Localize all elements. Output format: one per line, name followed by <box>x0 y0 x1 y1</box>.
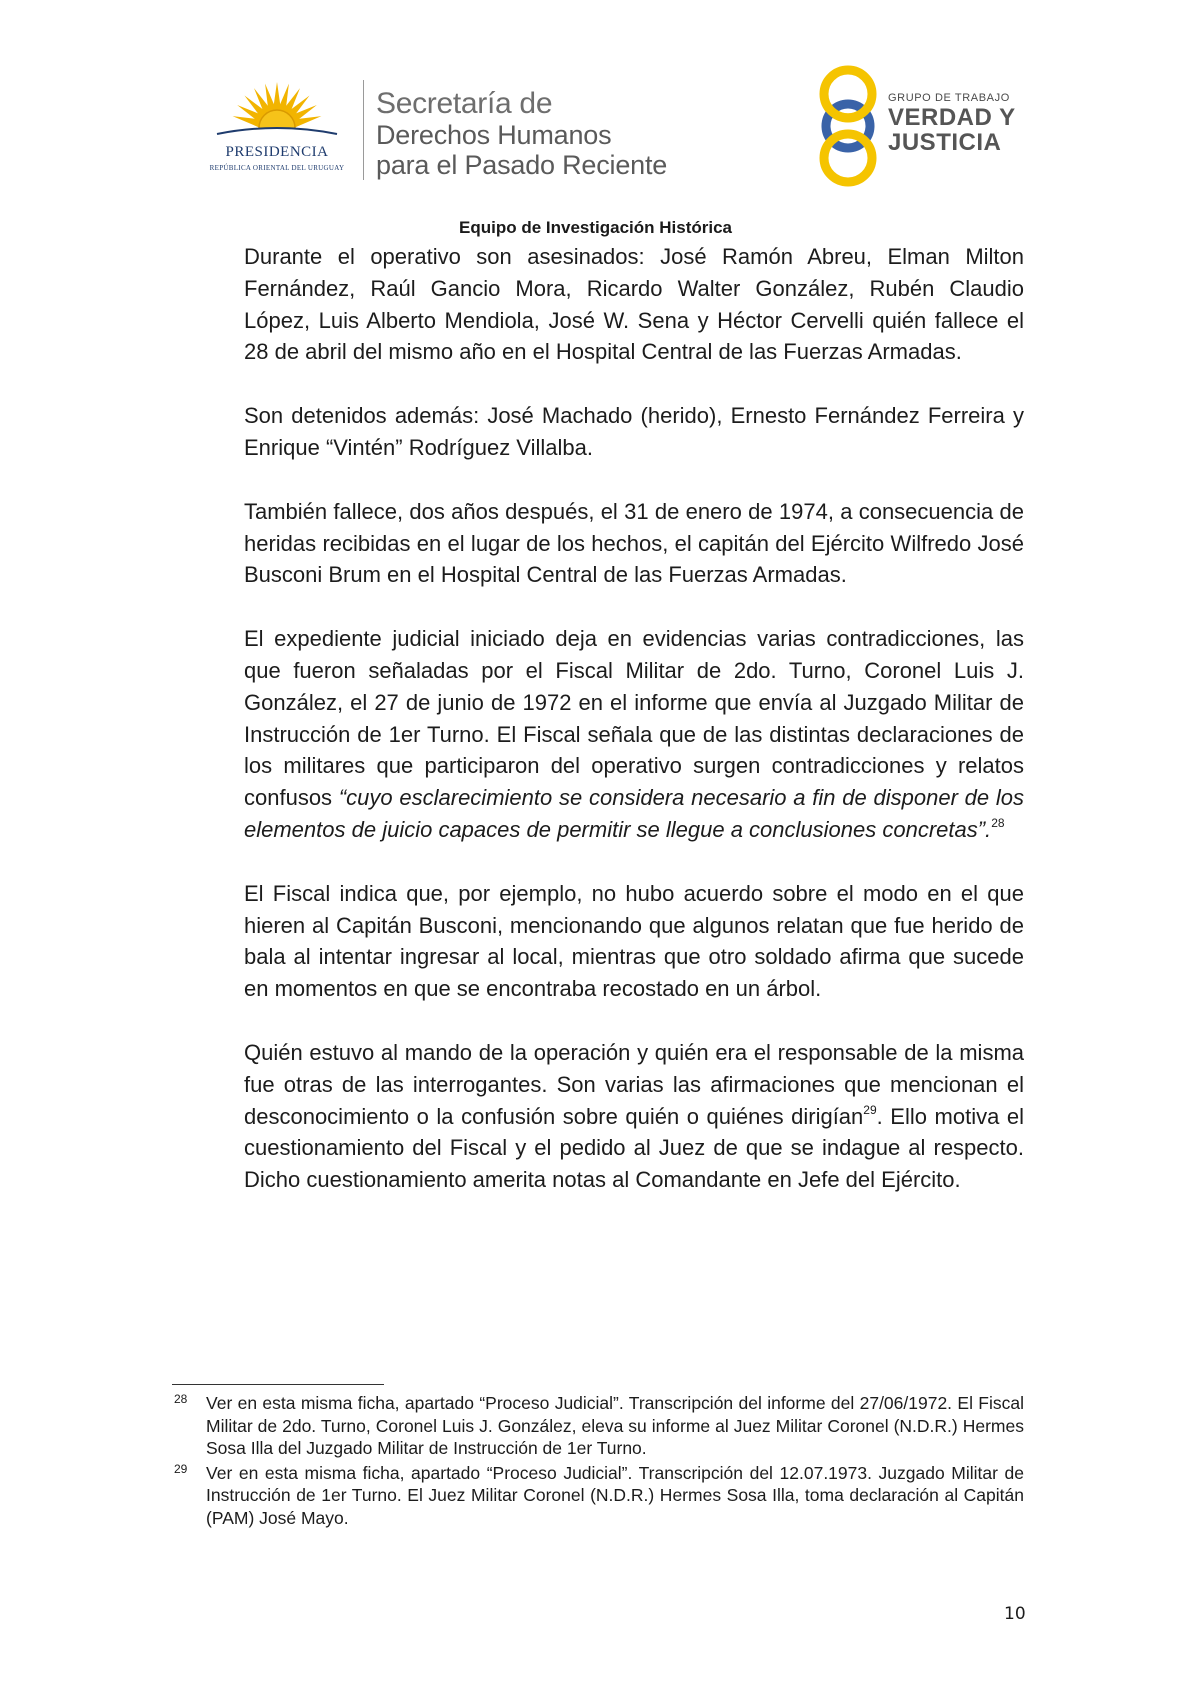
grupo-line-2: VERDAD Y <box>888 104 1016 131</box>
paragraph-6-text-b: . Ello motiva el cuestionamiento del Fiscal y el pedido al Juez de que se indague al respecto. Dicho cuestionamiento amerita notas al Comandante en Jefe del Ejército. <box>244 1103 1024 1193</box>
grupo-line-3: JUSTICIA <box>888 129 1002 156</box>
sun-emblem-icon <box>198 78 356 148</box>
grupo-line-1: GRUPO DE TRABAJO <box>888 92 1010 104</box>
footnote-ref-29[interactable]: 29 <box>863 1102 877 1117</box>
footnote-29 <box>172 1462 1024 1530</box>
paragraph-4 <box>244 623 1024 846</box>
secretaria-line-3: para el Pasado Reciente <box>376 150 668 180</box>
verdad-justicia-logo <box>810 62 1020 190</box>
logo-divider <box>363 80 364 180</box>
paragraph-4-text: El expediente judicial iniciado deja en evidencias varias contradicciones, las que fueron señaladas por el Fiscal Militar de 2do. Turno, Coronel Luis J. González, el 27 de junio de 1972 en el informe que envía al Juzgado Militar de Instrucción de 1er Turno. El Fiscal señala que de las distintas declaraciones de los militares que participaron del operativo surgen contradicciones y relatos confusos <box>244 626 1024 811</box>
paragraph-2: Son detenidos además: José Machado (herido), Ernesto Fernández Ferreira y Enrique “Vintén” Rodríguez Villalba. <box>244 403 1024 460</box>
paragraph-6-text-a: Quién estuvo al mando de la operación y quién era el responsable de la misma fue otras de las interrogantes. Son varias las afirmaciones que mencionan el desconocimiento o la confusión sobre quién o quiénes dirigían <box>244 1039 1024 1129</box>
secretaria-line-2: Derechos Humanos <box>376 120 612 150</box>
paragraph-6 <box>244 1037 1024 1196</box>
footnote-number: 28 <box>174 1392 188 1406</box>
secretaria-line-1: Secretaría de <box>376 87 553 120</box>
presidencia-subtitle: REPÚBLICA ORIENTAL DEL URUGUAY <box>209 164 345 172</box>
footnote-ref-28[interactable]: 28 <box>991 815 1005 830</box>
footnote-28 <box>172 1392 1024 1460</box>
linked-rings-icon <box>810 62 890 190</box>
footnote-number: 29 <box>174 1461 188 1476</box>
page-number: 10 <box>1004 1604 1026 1624</box>
secretaria-logo-text <box>376 88 716 180</box>
page-title: Equipo de Investigación Histórica <box>459 218 732 237</box>
body-text <box>244 241 1024 1228</box>
paragraph-3: También fallece, dos años después, el 31 de enero de 1974, a consecuencia de heridas recibidas en el lugar de los hechos, el capitán del Ejército Wilfredo José Busconi Brum en el Hospital Central de las Fuerzas Armadas. <box>244 498 1024 588</box>
paragraph-5: El Fiscal indica que, por ejemplo, no hubo acuerdo sobre el modo en el que hieren al Capitán Busconi, mencionando que algunos relatan que fue herido de bala al intentar ingresar al local, mientras que otro soldado afirma que sucede en momentos en que se encontraba recostado en un árbol. <box>244 880 1024 1002</box>
paragraph-1: Durante el operativo son asesinados: José Ramón Abreu, Elman Milton Fernández, Raúl Gancio Mora, Ricardo Walter González, Rubén Claudio López, Luis Alberto Mendiola, José W. Sena y Héctor Cervelli quién fallece el 28 de abril del mismo año en el Hospital Central de las Fuerzas Armadas. <box>244 244 1024 365</box>
paragraph-4-quote: “cuyo esclarecimiento se considera necesario a fin de disponer de los elementos de juicio capaces de permitir se llegue a conclusiones concretas”. <box>244 785 1025 842</box>
presidencia-name: PRESIDENCIA <box>225 144 329 160</box>
footnote-text: Ver en esta misma ficha, apartado “Proceso Judicial”. Transcripción del informe del 27/06/1972. El Fiscal Militar de 2do. Turno, Coronel Luis J. González, eleva su informe al Juez Militar Coronel (N.D.R.) Hermes Sosa Illa del Juzgado Militar de Instrucción de 1er Turno. <box>206 1393 1024 1458</box>
footnote-text: Ver en esta misma ficha, apartado “Proceso Judicial”. Transcripción del 12.07.1973. Juzgado Militar de Instrucción de 1er Turno. El Juez Militar Coronel (N.D.R.) Hermes Sosa Illa, toma declaración al Capitán (PAM) José Mayo. <box>206 1462 1024 1528</box>
footnote-separator <box>172 1384 384 1385</box>
footnotes <box>172 1392 1024 1531</box>
verdad-justicia-text <box>888 92 1028 155</box>
presidencia-logo <box>198 78 356 180</box>
